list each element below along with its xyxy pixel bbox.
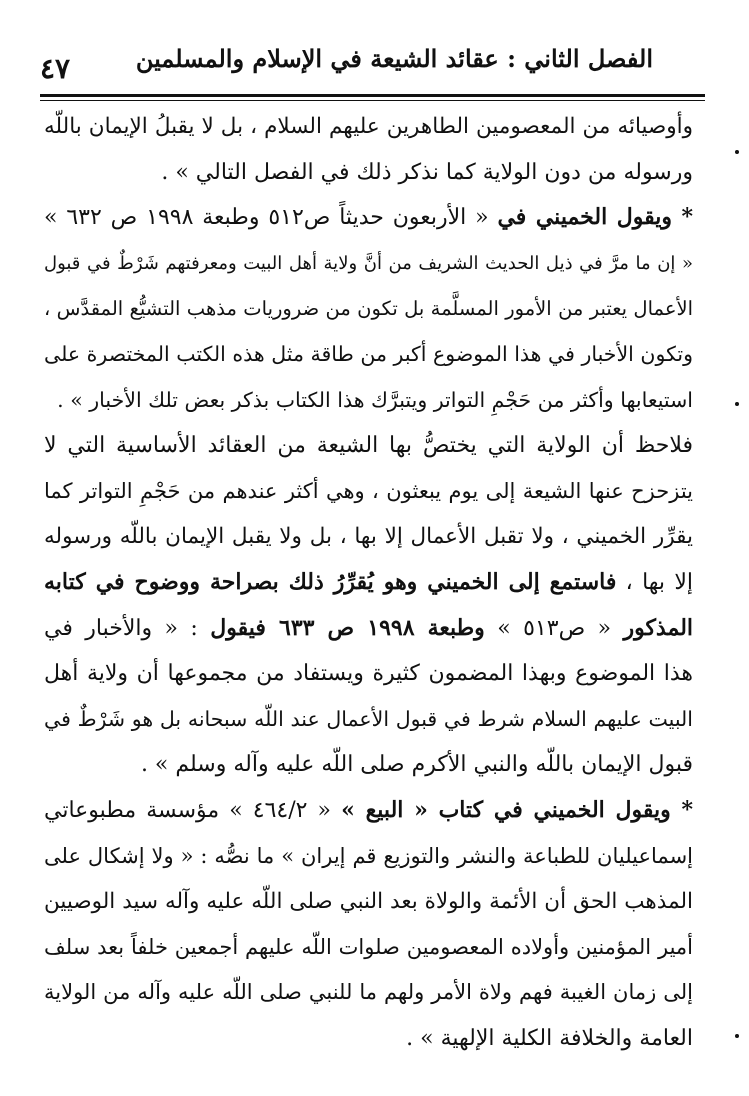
text-run: « إن ما مرَّ في ذيل الحديث الشريف من أنَّ ولاية أهل البيت ومعرفتهم شَرْطٌ في قبول xyxy=(44,252,693,274)
text-line xyxy=(44,651,693,697)
text-run: أمير المؤمنين وأولاده المعصومين صلوات اللّه عليهم أجمعين خلفاً بعد سلف xyxy=(44,934,693,959)
text-run: إلا بها ، xyxy=(616,569,693,595)
text-line xyxy=(44,970,693,1016)
text-run: البيت عليهم السلام شرط في قبول الأعمال عند اللّه سبحانه بل هو شَرْطٌ في xyxy=(44,706,693,731)
text-run: وتكون الأخبار في هذا الموضوع أكبر من طاقة مثل هذه الكتب المختصرة على xyxy=(44,341,693,366)
margin-mark xyxy=(735,150,739,154)
page-body xyxy=(44,104,693,1061)
bold-text: المذكور xyxy=(623,614,693,641)
text-line xyxy=(44,423,693,469)
running-title: الفصل الثاني : عقائد الشيعة في الإسلام والمسلمين xyxy=(135,44,653,73)
text-line xyxy=(44,1016,693,1062)
text-run: قبول الإيمان باللّه والنبي الأكرم صلى اللّه عليه وآله وسلم » . xyxy=(140,752,693,778)
text-line xyxy=(44,195,693,241)
text-line xyxy=(44,378,693,424)
page-number: ٤٧ xyxy=(40,52,71,85)
text-line xyxy=(44,286,693,332)
text-run: « ص٥١٣ » xyxy=(484,615,624,641)
margin-mark xyxy=(735,1034,739,1038)
header-rule xyxy=(40,94,705,101)
text-run: « ٤٦٤/٢ » مؤسسة مطبوعاتي xyxy=(44,797,342,823)
text-line xyxy=(44,469,693,515)
page-header xyxy=(40,40,705,92)
text-run: الأعمال يعتبر من الأمور المسلَّمة بل تكون من ضروريات مذهب التشيُّع المقدَّس ، xyxy=(44,297,693,321)
text-run: إسماعيليان للطباعة والنشر والتوزيع قم إيران » ما نصُّه : « ولا إشكال على xyxy=(44,843,693,868)
text-run: المذهب الحق أن الأئمة والولاة بعد النبي صلى اللّه عليه وآله سيد الوصيين xyxy=(44,889,693,915)
bold-text: * ويقول الخميني في كتاب « البيع » xyxy=(341,796,693,823)
text-line xyxy=(44,742,693,788)
text-run: إلى زمان الغيبة فهم ولاة الأمر ولهم ما للنبي صلى اللّه عليه وآله من الولاية xyxy=(44,980,693,1005)
text-line xyxy=(44,241,693,287)
text-run: هذا الموضوع وبهذا المضمون كثيرة ويستفاد من مجموعها أن ولاية أهل xyxy=(44,661,693,687)
text-line xyxy=(44,514,693,560)
text-line xyxy=(44,606,693,652)
margin-mark xyxy=(735,402,739,406)
text-run: استيعابها وأكثر من حَجْمِ التواتر ويتبرَّك هذا الكتاب بذكر بعض تلك الأخبار » . xyxy=(57,387,693,412)
text-line xyxy=(44,879,693,925)
text-line xyxy=(44,332,693,378)
text-line xyxy=(44,925,693,971)
text-run: وأوصيائه من المعصومين الطاهرين عليهم السلام ، بل لا يقبلُ الإيمان باللّه xyxy=(44,114,693,139)
text-line xyxy=(44,788,693,834)
text-line xyxy=(44,150,693,196)
text-run: العامة والخلافة الكلية الإلهية » . xyxy=(406,1025,693,1051)
text-run: يتزحزح عنها الشيعة إلى يوم يبعثون ، وهي أكثر عندهم من حَجْمِ التواتر كما xyxy=(44,478,693,503)
bold-text: وطبعة ١٩٩٨ ص ٦٣٣ فيقول xyxy=(210,614,485,641)
text-run: ورسوله من دون الولاية كما نذكر ذلك في الفصل التالي » . xyxy=(161,159,693,185)
text-run: يقرِّر الخميني ، ولا تقبل الأعمال إلا بها ، بل ولا يقبل الإيمان باللّه ورسوله xyxy=(44,524,693,550)
text-line xyxy=(44,104,693,150)
text-line xyxy=(44,697,693,743)
text-run: : « والأخبار في xyxy=(44,615,211,641)
text-run: فلاحظ أن الولاية التي يختصُّ بها الشيعة من العقائد الأساسية التي لا xyxy=(44,433,693,459)
bold-text: فاستمع إلى الخميني وهو يُقرِّرُ ذلك بصراحة ووضوح في كتابه xyxy=(44,568,617,595)
text-run: « الأربعون حديثاً ص٥١٢ وطبعة ١٩٩٨ ص ٦٣٢ » xyxy=(44,205,498,231)
bold-text: * ويقول الخميني في xyxy=(497,204,693,231)
text-line xyxy=(44,560,693,606)
text-line xyxy=(44,834,693,880)
